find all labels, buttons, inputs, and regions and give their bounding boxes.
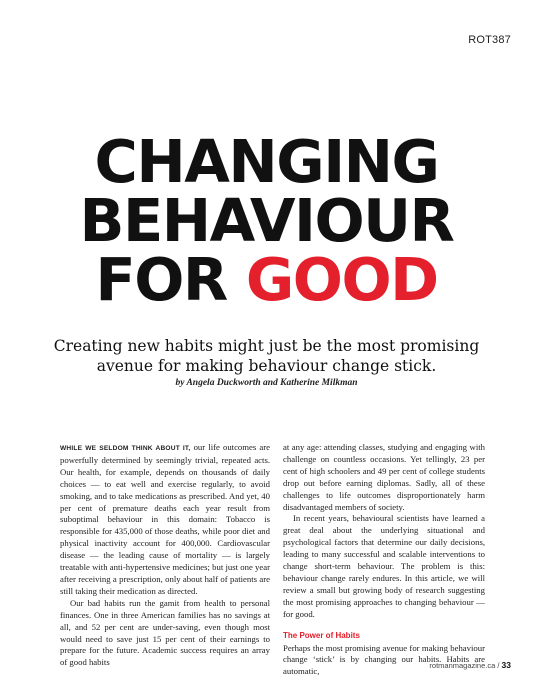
byline: by Angela Duckworth and Katherine Milkman (175, 378, 358, 388)
article-deck: Creating new habits might just be the most promising avenue for making behaviour change stick. (53, 337, 480, 375)
headline-for: FOR (95, 245, 227, 314)
page-number: 33 (501, 660, 511, 670)
page-footer (429, 660, 511, 670)
body-column-1 (60, 442, 270, 669)
paragraph-3: at any age: attending classes, studying and engaging with challenge on countless occasions. Yet tellingly, 23 per cent of high schoolers and 49 per cent of college students drop out before earning diplomas. Sadly, all of these challenges to life outcomes disproportionately harm disadvantaged members of society. (283, 442, 485, 512)
paragraph-2: Our bad habits run the gamit from health to personal finances. One in three American families has no savings at all, and 52 per cent are under-saving, even though most would need to save just 15 per cent of their earnings to prepare for the future. Academic success requires an array of good habits (60, 597, 270, 668)
section-subhead: The Power of Habits (283, 630, 360, 640)
paragraph-4: In recent years, behavioural scientists have learned a great deal about the underlying situational and psychological factors that determine our daily decisions, leading to many successful and scalable interventions to change short-term behaviour. The problem is this: behaviour change rarely endures. In this article, we will review a small but growing body of research suggesting the most promising approaches to changing behaviour — for good. (283, 513, 485, 619)
body-column-2 (283, 442, 485, 678)
footer-site: rotmanmagazine.ca / (429, 661, 502, 670)
article-headline (0, 127, 533, 314)
paragraph-5: Perhaps the most promising avenue for making behaviour change ‘stick’ is by changing our habits. Habits are automatic, (283, 642, 485, 677)
headline-line-2: BEHAVIOUR (79, 186, 454, 255)
headline-line-1: CHANGING (94, 127, 439, 196)
lead-in: WHILE WE SELDOM THINK ABOUT IT, (60, 445, 191, 452)
paragraph-1-text: our life outcomes are powerfully determined by seemingly trivial, repeated acts. Our health, for example, depends on thousands of daily choices — to eat well and exercise regularly, to avoid smoking, and to take medications as prescribed. And yet, 40 per cent of premature deaths each year result from suboptimal behaviour in this domain: Tobacco is responsible for 435,000 of those deaths, while poor diet and physical inactivity account for 400,000. Cardiovascular disease — the leading cause of mortality — is largely treatable with anti-hypertensive medicines; but just one year after receiving a prescription, only about half of patients are still taking their medication as directed. (60, 442, 270, 596)
headline-line-3 (0, 245, 533, 314)
paragraph-1 (60, 442, 270, 598)
headline-good: GOOD (245, 245, 438, 314)
article-code: ROT387 (468, 34, 511, 46)
